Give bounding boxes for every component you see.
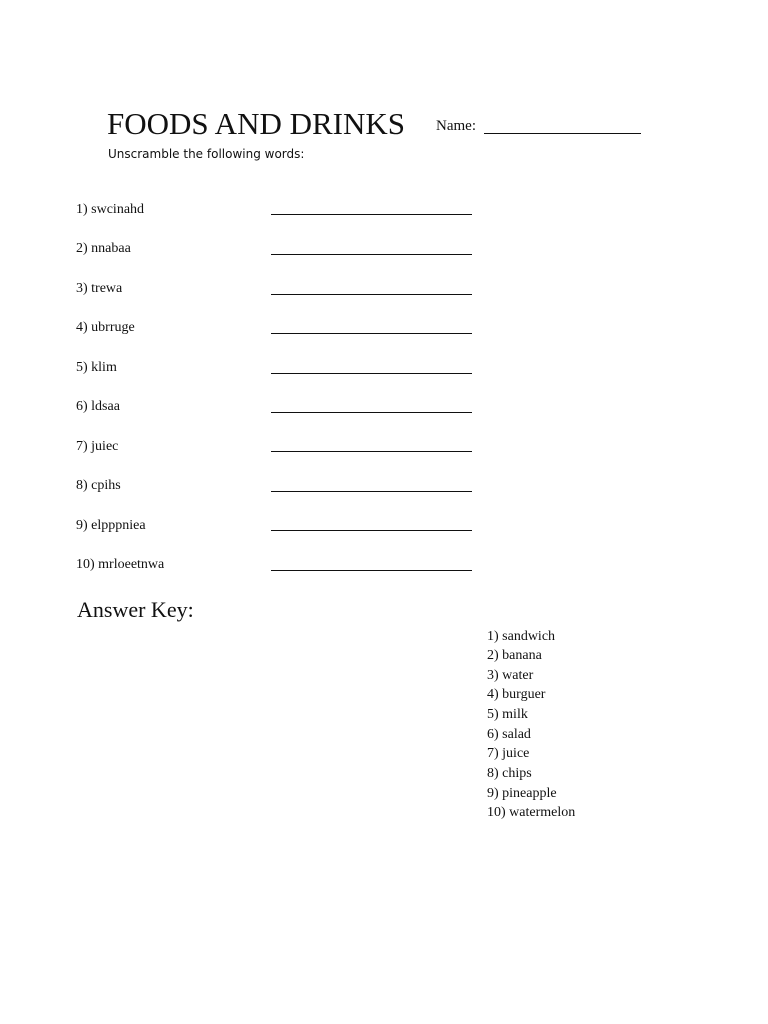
answer-line: [271, 294, 472, 295]
name-label: Name:: [436, 118, 476, 134]
instructions: Unscramble the following words:: [108, 147, 305, 161]
answer-line: [271, 530, 472, 531]
answer-line: [271, 451, 472, 452]
question-item: 1) swcinahd: [76, 202, 145, 217]
answer-key-item: 4) burguer: [487, 687, 546, 702]
question-item: 8) cpihs: [76, 478, 121, 493]
answer-key-item: 1) sandwich: [487, 629, 556, 644]
answer-key-item: 6) salad: [487, 727, 531, 742]
answer-line: [271, 254, 472, 255]
answer-key-item: 2) banana: [487, 648, 542, 663]
answer-key-item: 9) pineapple: [487, 786, 557, 801]
question-item: 10) mrloeetnwa: [76, 557, 165, 572]
answer-line: [271, 214, 472, 215]
question-item: 2) nnabaa: [76, 241, 131, 256]
name-answer-line: [484, 133, 641, 134]
question-item: 9) elpppniea: [76, 518, 146, 533]
answer-key-item: 10) watermelon: [487, 805, 576, 820]
answer-line: [271, 333, 472, 334]
answer-line: [271, 570, 472, 571]
page-title: FOODS AND DRINKS: [107, 106, 405, 141]
question-item: 5) klim: [76, 360, 117, 375]
answer-key-item: 5) milk: [487, 707, 528, 722]
answer-key-item: 8) chips: [487, 766, 532, 781]
answer-key-item: 3) water: [487, 668, 534, 683]
answer-key-item: 7) juice: [487, 746, 530, 761]
answer-key-title: Answer Key:: [77, 597, 194, 622]
question-item: 4) ubrruge: [76, 320, 135, 335]
question-item: 6) ldsaa: [76, 399, 120, 414]
question-item: 3) trewa: [76, 281, 123, 296]
answer-line: [271, 412, 472, 413]
answer-line: [271, 373, 472, 374]
question-item: 7) juiec: [76, 439, 119, 454]
answer-line: [271, 491, 472, 492]
